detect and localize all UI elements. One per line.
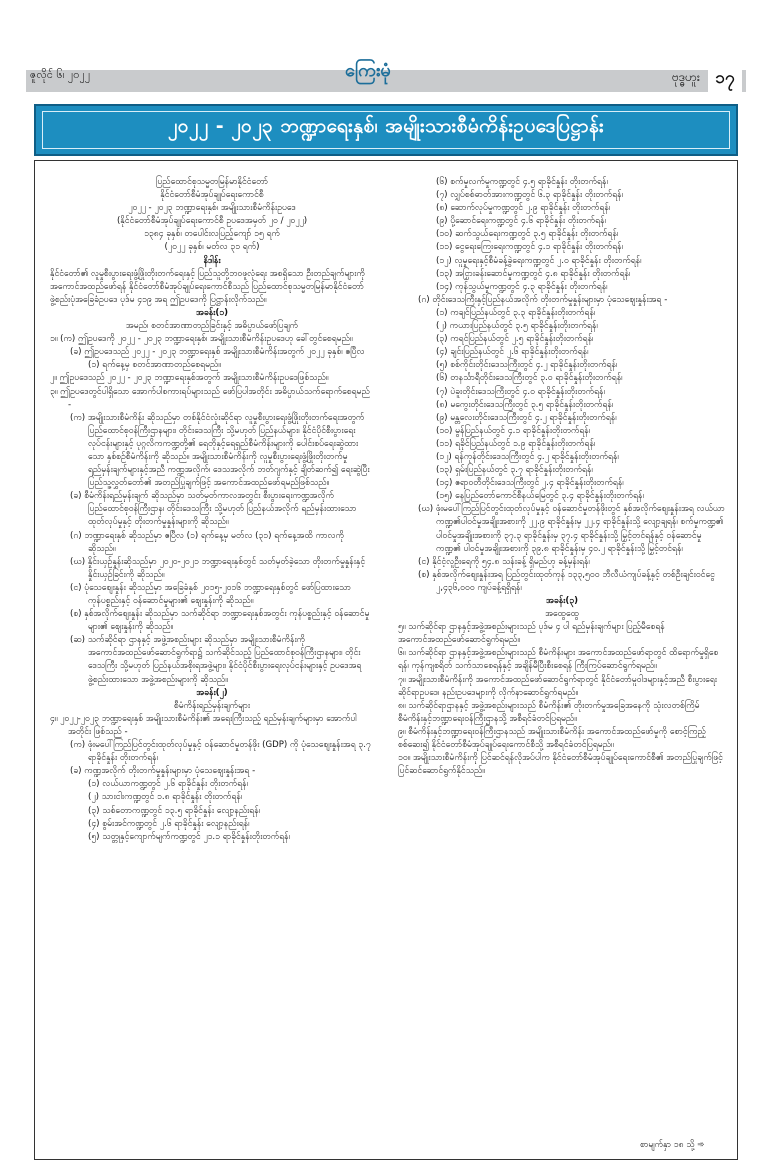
chapter-heading: အခန်း(၃) [545,596,579,606]
chapter-heading: အခန်း(၁) [195,307,229,318]
preamble-line: ၂၀၂၂ - ၂၀၂၃ ဘဏ္ဍာရေးနှစ်၊ အမျိုးသားစီမံကိန်းဥပဒေ [128,203,296,214]
clause: ၉။ စီမံကိန်းနှင့်ဘဏ္ဍာရေးဝန်ကြီးဌာနသည် အမျိုးသားစီမံကိန်း အကောင်အထည်ဖော်မှုကို စောင့်ကြည့်စစ်ဆေး၍ နိုင်ငံတော်စီမံအုပ်ချုပ်ရေးကောင်စီသို့ အစီရင်ခံတင်ပြရမည်။ [398,726,706,751]
region-item: (၇) ပဲခူးတိုင်းဒေသကြီးတွင် ၄.၀ ရာခိုင်နှုန်းတိုးတက်ရန်၊ [436,386,605,397]
region-item: (၁) ကချင်ပြည်နယ်တွင် ၃.၃ ရာခိုင်နှုန်းတိုးတက်ရန်၊ [436,307,596,318]
sub-clause: (၁၄) ကုန်သွယ်မှုကဏ္ဍတွင် ၄.၃ ရာခိုင်နှုန်း တိုးတက်ရန်၊ [436,281,608,292]
intro-heading: နိဒါန်း [203,255,221,266]
intro-paragraph: နိုင်ငံတော်၏ လူမှုစီးပွားရေးဖွံ့ဖြိုးတိုးတက်ရေးနှင့် ပြည်သူတို့ဘဝဖူလုံရေး အစရှိသော ဦးတည်ချက်များကို အကောင်အထည်ဖော်ရန် နိုင်ငံတော်စီမံအုပ်ချုပ်ရေးကောင်စီသည် ပြည်ထောင်စုသမ္မတမြန်မာနိုင်ငံတော် ဖွဲ့စည်းပုံအခြေခံဥပဒေ ပုဒ်မ ၄၁၉ အရ ဤဥပဒေကို ပြဋ္ဌာန်းလိုက်သည်။ [50,268,365,305]
right-column [398,176,726,778]
region-item: (၉) မန္တလေးတိုင်းဒေသကြီးတွင် ၄.၂ ရာခိုင်နှုန်းတိုးတက်ရန်၊ [436,412,617,423]
region-item: (၅) စစ်ကိုင်းတိုင်းဒေသကြီးတွင် ၄.၂ ရာခိုင်နှုန်းတိုးတက်ရန်၊ [436,360,618,371]
clause: ၄။ ၂၀၂၂-၂၀၂၃ ဘဏ္ဍာရေးနှစ် အမျိုးသားစီမံကိန်း၏ အရေးကြီးသည့် ရည်မှန်းချက်များမှာ အောက်ပါအတိုင်း ဖြစ်သည် - [50,713,357,737]
sub-clause: (၂) သားငါးကဏ္ဍတွင် ၁.၈ ရာခိုင်နှုန်း တိုးတက်ရန်၊ [88,792,243,803]
chapter-title: အမည်၊ စတင်အာဏာတည်ခြင်းနှင့် အဓိပ္ပာယ်ဖော်ပြချက် [125,321,299,332]
clause: (င) ပုံသေစျေးနှုန်း ဆိုသည်မှာ အခြေခံနှစ် ၂၀၁၅-၂၀၁၆ ဘဏ္ဍာရေးနှစ်တွင် ဖော်ပြထားသော ကုန်ပစ္စည်းနှင့် ဝန်ဆောင်မှုများ၏ စျေးနှုန်းကို ဆိုသည်။ [70,582,351,606]
clause: (ဆ) သက်ဆိုင်ရာ ဌာနနှင့် အဖွဲ့အစည်းများ ဆိုသည်မှာ အမျိုးသားစီမံကိန်းကို အကောင်အထည်ဖော်ဆောင်ရွက်ရာ၌ သက်ဆိုင်သည့် ပြည်ထောင်စုဝန်ကြီးဌာနများ၊ တိုင်းဒေသကြီး သို့မဟုတ် ပြည်နယ်အစိုးရအဖွဲ့များ၊ နိုင်ငံပိုင်စီးပွားရေးလုပ်ငန်းများနှင့် ဥပဒေအရဖွဲ့စည်းထားသော အဖွဲ့အစည်းများကို ဆိုသည်။ [70,635,362,685]
chapter-heading: အခန်း(၂) [196,687,228,698]
clause: ၅။ သက်ဆိုင်ရာ ဌာနနှင့်အဖွဲ့အစည်းများသည် ပုဒ်မ ၄ ပါ ရည်မှန်းချက်များ ပြည့်မီစေရန် အကောင်အထည်ဖော်ဆောင်ရွက်ရမည်။ [398,622,665,646]
preamble-line: ပြည်ထောင်စုသမ္မတမြန်မာနိုင်ငံတော် [155,177,269,187]
sub-clause: (၄) စွမ်းအင်ကဏ္ဍတွင် ၂.၆ ရာခိုင်နှုန်း လျော့နည်းရန်၊ [88,818,250,829]
region-item: (၁၀) မွန်ပြည်နယ်တွင် ၄.၁ ရာခိုင်နှုန်းတိုးတက်ရန်၊ [436,425,591,436]
sub-clause: (၆) စက်မှုလက်မှုကဏ္ဍတွင် ၄.၅ ရာခိုင်နှုန်း တိုးတက်ရန်၊ [436,177,608,187]
clause: (ခ) စီမံကိန်းရည်မှန်းချက် ဆိုသည်မှာ သတ်မှတ်ကာလအတွင်း စီးပွားရေးကဏ္ဍအလိုက် ပြည်ထောင်စုဝန်ကြီးဌာန၊ တိုင်းဒေသကြီး သို့မဟုတ် ပြည်နယ်အလိုက် ရည်မှန်းထားသော ထုတ်လုပ်မှုနှင့် တိုးတက်မှုနှုန်းများကို ဆိုသည်။ [70,491,357,528]
preamble-line: (၂၀၂၂ ခုနှစ်၊ မတ်လ ၃၁ ရက်) [164,242,260,253]
clause: (စ) နှစ်အလိုက်စျေးနှုန်းအရ ပြည်တွင်းထုတ်ကုန် ၁၃၃,၅၀၀ ဘီလီယံကျပ်ခန့်နှင့် တစ်ဦးချင်းဝင်ငွေ ၂,၄၃၆,၀၀၀ ကျပ်ခန့်ရရှိရန်၊ [418,569,715,593]
region-item: (၁၄) ဧရာဝတီတိုင်းဒေသကြီးတွင် ၂.၄ ရာခိုင်နှုန်းတိုးတက်ရန်၊ [436,478,624,489]
page-header [0,0,773,98]
preamble-line: (နိုင်ငံတော်စီမံအုပ်ချုပ်ရေးကောင်စီ ဥပဒေအမှတ် ၂၀ / ၂၀၂၂) [116,216,308,227]
preamble-line: ၁၃၈၄ ခုနှစ်၊ တပေါင်းလပြည့်ကျော် ၁၅ ရက် [144,229,280,240]
sub-clause: (၁၁) ငွေရေးကြေးရေးကဏ္ဍတွင် ၄.၁ ရာခိုင်နှုန်း တိုးတက်ရန်၊ [436,242,623,253]
clause: (ဂ) ဘဏ္ဍာရေးနှစ် ဆိုသည်မှာ ဧပြီလ (၁) ရက်နေ့မှ မတ်လ (၃၁) ရက်နေ့အထိ ကာလကို ဆိုသည်။ [70,530,345,554]
page-title: ၂၀၂၂ - ၂၀၂၃ ဘဏ္ဍာရေးနှစ်၊ အမျိုးသားစီမံကိန်းဥပဒေပြဋ္ဌာန်း [167,115,605,137]
clause: (ဃ) နှိုင်းယှဉ်နှုန်းဆိုသည်မှာ ၂၀၂၀-၂၀၂၁ ဘဏ္ဍာရေးနှစ်တွင် သတ်မှတ်ခဲ့သော တိုးတက်မှုနှုန်းနှင့် နှိုင်းယှဉ်ခြင်းကို ဆိုသည်။ [70,556,366,580]
clause: ၆။ သက်ဆိုင်ရာ ဌာနနှင့်အဖွဲ့အစည်းများသည် စီမံကိန်းများ အကောင်အထည်ဖော်ရာတွင် ထိရောက်မှုရှိစေရန်၊ ကုန်ကျစရိတ် သက်သာစေရန်နှင့် အချိန်မီပြီးစီးစေရန် ကြီးကြပ်ဆောင်ရွက်ရမည်။ [398,648,719,672]
clause: ၇။ အမျိုးသားစီမံကိန်းကို အကောင်အထည်ဖော်ဆောင်ရွက်ရာတွင် နိုင်ငံတော်မူဝါဒများနှင့်အညီ စီးပွားရေးဆိုင်ရာဥပဒေ၊ နည်းဥပဒေများကို လိုက်နာဆောင်ရွက်ရမည်။ [398,674,717,698]
clause: ၁၀။ အမျိုးသားစီမံကိန်းကို ပြင်ဆင်ရန်လိုအပ်ပါက နိုင်ငံတော်စီမံအုပ်ချုပ်ရေးကောင်စီ၏ အတည်ပြုချက်ဖြင့် ပြင်ဆင်ဆောင်ရွက်နိုင်သည်။ [398,753,723,777]
region-item: (၁၁) ရခိုင်ပြည်နယ်တွင် ၁.၉ ရာခိုင်နှုန်းတိုးတက်ရန်၊ [436,438,596,449]
sub-clause: (၁) လယ်ယာကဏ္ဍတွင် ၂.၆ ရာခိုင်နှုန်း တိုးတက်ရန်၊ [88,779,248,790]
sub-clause: (၅) သတ္တုနှင့်ကျောက်မျက်ကဏ္ဍတွင် ၂၁.၁ ရာခိုင်နှုန်းတိုးတက်ရန်၊ [88,831,290,842]
clause: (စ) နှစ်အလိုက်စျေးနှုန်း ဆိုသည်မှာ သက်ဆိုင်ရာ ဘဏ္ဍာရေးနှစ်အတွင်း ကုန်ပစ္စည်းနှင့် ဝန်ဆောင်မှုများ၏ စျေးနှုန်းကို ဆိုသည်။ [70,609,370,633]
sub-clause: (၁၃) အငြှားခန်းဆောင်မှုကဏ္ဍတွင် ၄.၈ ရာခိုင်နှုန်း တိုးတက်ရန်၊ [436,268,631,279]
chapter-title: စီမံကိန်းရည်မှန်းချက်များ [173,700,251,711]
sub-clause: (၃) သစ်တောကဏ္ဍတွင် ၁၃.၅ ရာခိုင်နှုန်း လျော့နည်းရန်၊ [88,805,261,816]
clause: ၂။ ဤဥပဒေသည် ၂၀၂၂ - ၂၀၂၃ ဘဏ္ဍာရေးနှစ်အတွက် အမျိုးသားစီမံကိန်းဥပဒေဖြစ်သည်။ [50,373,329,384]
issue-date: ဇူလိုင် ၆၊ ၂၀၂၂ [30,68,91,81]
clause: (ဃ) ဖုံးမပေါ်ကြည်ပြင်တွင်းထုတ်လုပ်မှုနှင့် ဝန်ဆောင်မှုတန်ဖိုးတွင် နှစ်အလိုက်စျေးနှုန်းအရ လယ်ယာကဏ္ဍ၏ပါဝင်မှုအချိုးအစားကို ၂၂.၉ ရာခိုင်နှုန်းမှ ၂၂.၄ ရာခိုင်နှုန်းသို့ လျော့ချရန်၊ စက်မှုကဏ္ဍ၏ ပါဝင်မှုအချိုးအစားကို ၃၇.၃ ရာခိုင်နှုန်းမှ ၃၇.၄ ရာခိုင်နှုန်းသို့ မြှင့်တင်ရန်နှင့် ဝန်ဆောင်မှုကဏ္ဍ၏ ပါဝင်မှုအချိုးအစားကို ၃၉.၈ ရာခိုင်နှုန်းမှ ၄၀.၂ ရာခိုင်နှုန်းသို့ မြှင့်တင်ရန်၊ [418,504,725,554]
region-item: (၁၃) ရှမ်းပြည်နယ်တွင် ၃.၇ ရာခိုင်နှုန်းတိုးတက်ရန်၊ [436,465,593,476]
clause: (ခ) ကဏ္ဍအလိုက် တိုးတက်မှုနှုန်းများမှာ ပုံသေစျေးနှုန်းအရ - [70,766,256,777]
clause: ၃။ ဤဥပဒေတွင်ပါရှိသော အောက်ပါစကားရပ်များသည် ဖော်ပြပါအတိုင်း အဓိပ္ပာယ်သက်ရောက်စေရမည် - [50,386,370,410]
page-number: ၁၇ [708,62,742,94]
chapter-title: အထွေထွေ [545,609,579,620]
region-item: (၃) ကရင်ပြည်နယ်တွင် ၂.၅ ရာခိုင်နှုန်းတိုးတက်ရန်၊ [436,334,594,345]
region-item: (၁၅) နေပြည်တော်ကောင်စီနယ်မြေတွင် ၃.၄ ရာခိုင်နှုန်းတိုးတက်ရန်၊ [436,491,644,502]
preamble-line: နိုင်ငံတော်စီမံအုပ်ချုပ်ရေးကောင်စီ [160,190,264,201]
region-item: (၈) မကွေးတိုင်းဒေသကြီးတွင် ၃.၅ ရာခိုင်နှုန်းတိုးတက်ရန်၊ [436,399,614,410]
region-item: (၆) တနင်္သာရီတိုင်းဒေသကြီးတွင် ၃.၀ ရာခိုင်နှုန်းတိုးတက်ရန်၊ [436,373,623,384]
clause: ၈။ သက်ဆိုင်ရာဌာနနှင့် အဖွဲ့အစည်းများသည် စီမံကိန်း၏ တိုးတက်မှုအခြေအနေကို သုံးလတစ်ကြိမ် စီမံကိန်းနှင့်ဘဏ္ဍာရေးဝန်ကြီးဌာနသို့ အစီရင်ခံတင်ပြရမည်။ [398,700,700,724]
clause: (ခ) ဤဥပဒေသည် ၂၀၂၂ - ၂၀၂၃ ဘဏ္ဍာရေးနှစ် အမျိုးသားစီမံကိန်းအတွက် ၂၀၂၂ ခုနှစ်၊ ဧပြီလ (၁) ရက်နေ့မှ စတင်အာဏာတည်စေရမည်။ [70,347,365,371]
clause: (င) နိုင်ငံ့လူဦးရေကို ၅၄.၈ သန်းခန့် ရှိမည်ဟု ခန့်မှန်းရန်၊ [418,556,590,567]
sub-clause: (၈) ဆောက်လုပ်မှုကဏ္ဍတွင် ၂.၉ ရာခိုင်နှုန်း တိုးတက်ရန်၊ [436,203,611,214]
clause: (ဂ) တိုင်းဒေသကြီးနှင့်ပြည်နယ်အလိုက် တိုးတက်မှုနှုန်းများမှာ ပုံသေစျေးနှုန်းအရ - [418,294,668,305]
region-item: (၂) ကယားပြည်နယ်တွင် ၃.၅ ရာခိုင်နှုန်းတိုးတက်ရန်၊ [436,321,598,332]
clause: (က) အမျိုးသားစီမံကိန်း ဆိုသည်မှာ တစ်နိုင်ငံလုံးဆိုင်ရာ လူမှုစီးပွားရေးဖွံ့ဖြိုးတိုးတက်ရေးအတွက် ပြည်ထောင်စုဝန်ကြီးဌာနများ၊ တိုင်းဒေသကြီး သို့မဟုတ် ပြည်နယ်များ၊ နိုင်ငံပိုင်စီးပွားရေးလုပ်ငန်းများနှင့် ပုဂ္ဂလိကကဏ္ဍတို့၏ ရေတိုနှင့်ရေရှည်စီမံကိန်းများကို ပေါင်းစပ်ရေးဆွဲထားသော နှစ်စဉ်စီမံကိန်းကို ဆိုသည်။ အမျိုးသားစီမံကိန်းကို လူမှုစီးပွားရေးဖွံ့ဖြိုးတိုးတက်မှုရည်မှန်းချက်များနှင့်အညီ ကဏ္ဍအလိုက်၊ ဒေသအလိုက် ဘတ်ဂျက်နှင့် ချိတ်ဆက်၍ ရေးဆွဲပြီး ပြည်သူ့လွှတ်တော်၏ အတည်ပြုချက်ဖြင့် အကောင်အထည်ဖော်ရမည်ဖြစ်သည်။ [70,412,370,489]
left-column [50,176,374,844]
sub-clause: (၇) လျှပ်စစ်ဓာတ်အားကဏ္ဍတွင် ၆.၃ ရာခိုင်နှုန်း တိုးတက်ရန်၊ [436,190,623,201]
continued-note: စာမျက်နှာ ၁၈ သို့ ➾ [640,1140,705,1150]
region-item: (၁၂) ရန်ကုန်တိုင်းဒေသကြီးတွင် ၄.၂ ရာခိုင်နှုန်းတိုးတက်ရန်၊ [436,451,619,462]
sub-clause: (၉) ပို့ဆောင်ရေးကဏ္ဍတွင် ၄.၆ ရာခိုင်နှုန်း တိုးတက်ရန်၊ [436,216,606,227]
issue-weekday: ဗုဒ္ဓဟူး [672,70,700,84]
clause: ၁။ (က) ဤဥပဒေကို ၂၀၂၂ - ၂၀၂၃ ဘဏ္ဍာရေးနှစ်၊ အမျိုးသားစီမံကိန်းဥပဒေဟု ခေါ်တွင်စေရမည်။ [50,334,353,345]
masthead-logo: ကြေးမုံ [345,60,391,81]
clause: (က) ဖုံးမပေါ်ကြည်ပြင်တွင်းထုတ်လုပ်မှုနှင့် ဝန်ဆောင်မှုတန်ဖိုး (GDP) ကို ပုံသေစျေးနှုန်းအရ ၃.၇ ရာခိုင်နှုန်း တိုးတက်ရန်၊ [70,740,371,764]
sub-clause: (၁၀) ဆက်သွယ်ရေးကဏ္ဍတွင် ၃.၅ ရာခိုင်နှုန်း တိုးတက်ရန်၊ [436,229,619,240]
title-banner [34,104,738,156]
sub-clause: (၁၂) လူမှုရေးနှင့်စီမံခန့်ခွဲရေးကဏ္ဍတွင် ၂.၀ ရာခိုင်နှုန်း တိုးတက်ရန်၊ [436,255,642,266]
region-item: (၄) ချင်းပြည်နယ်တွင် ၂.၆ ရာခိုင်နှုန်းတိုးတက်ရန်၊ [436,347,589,358]
